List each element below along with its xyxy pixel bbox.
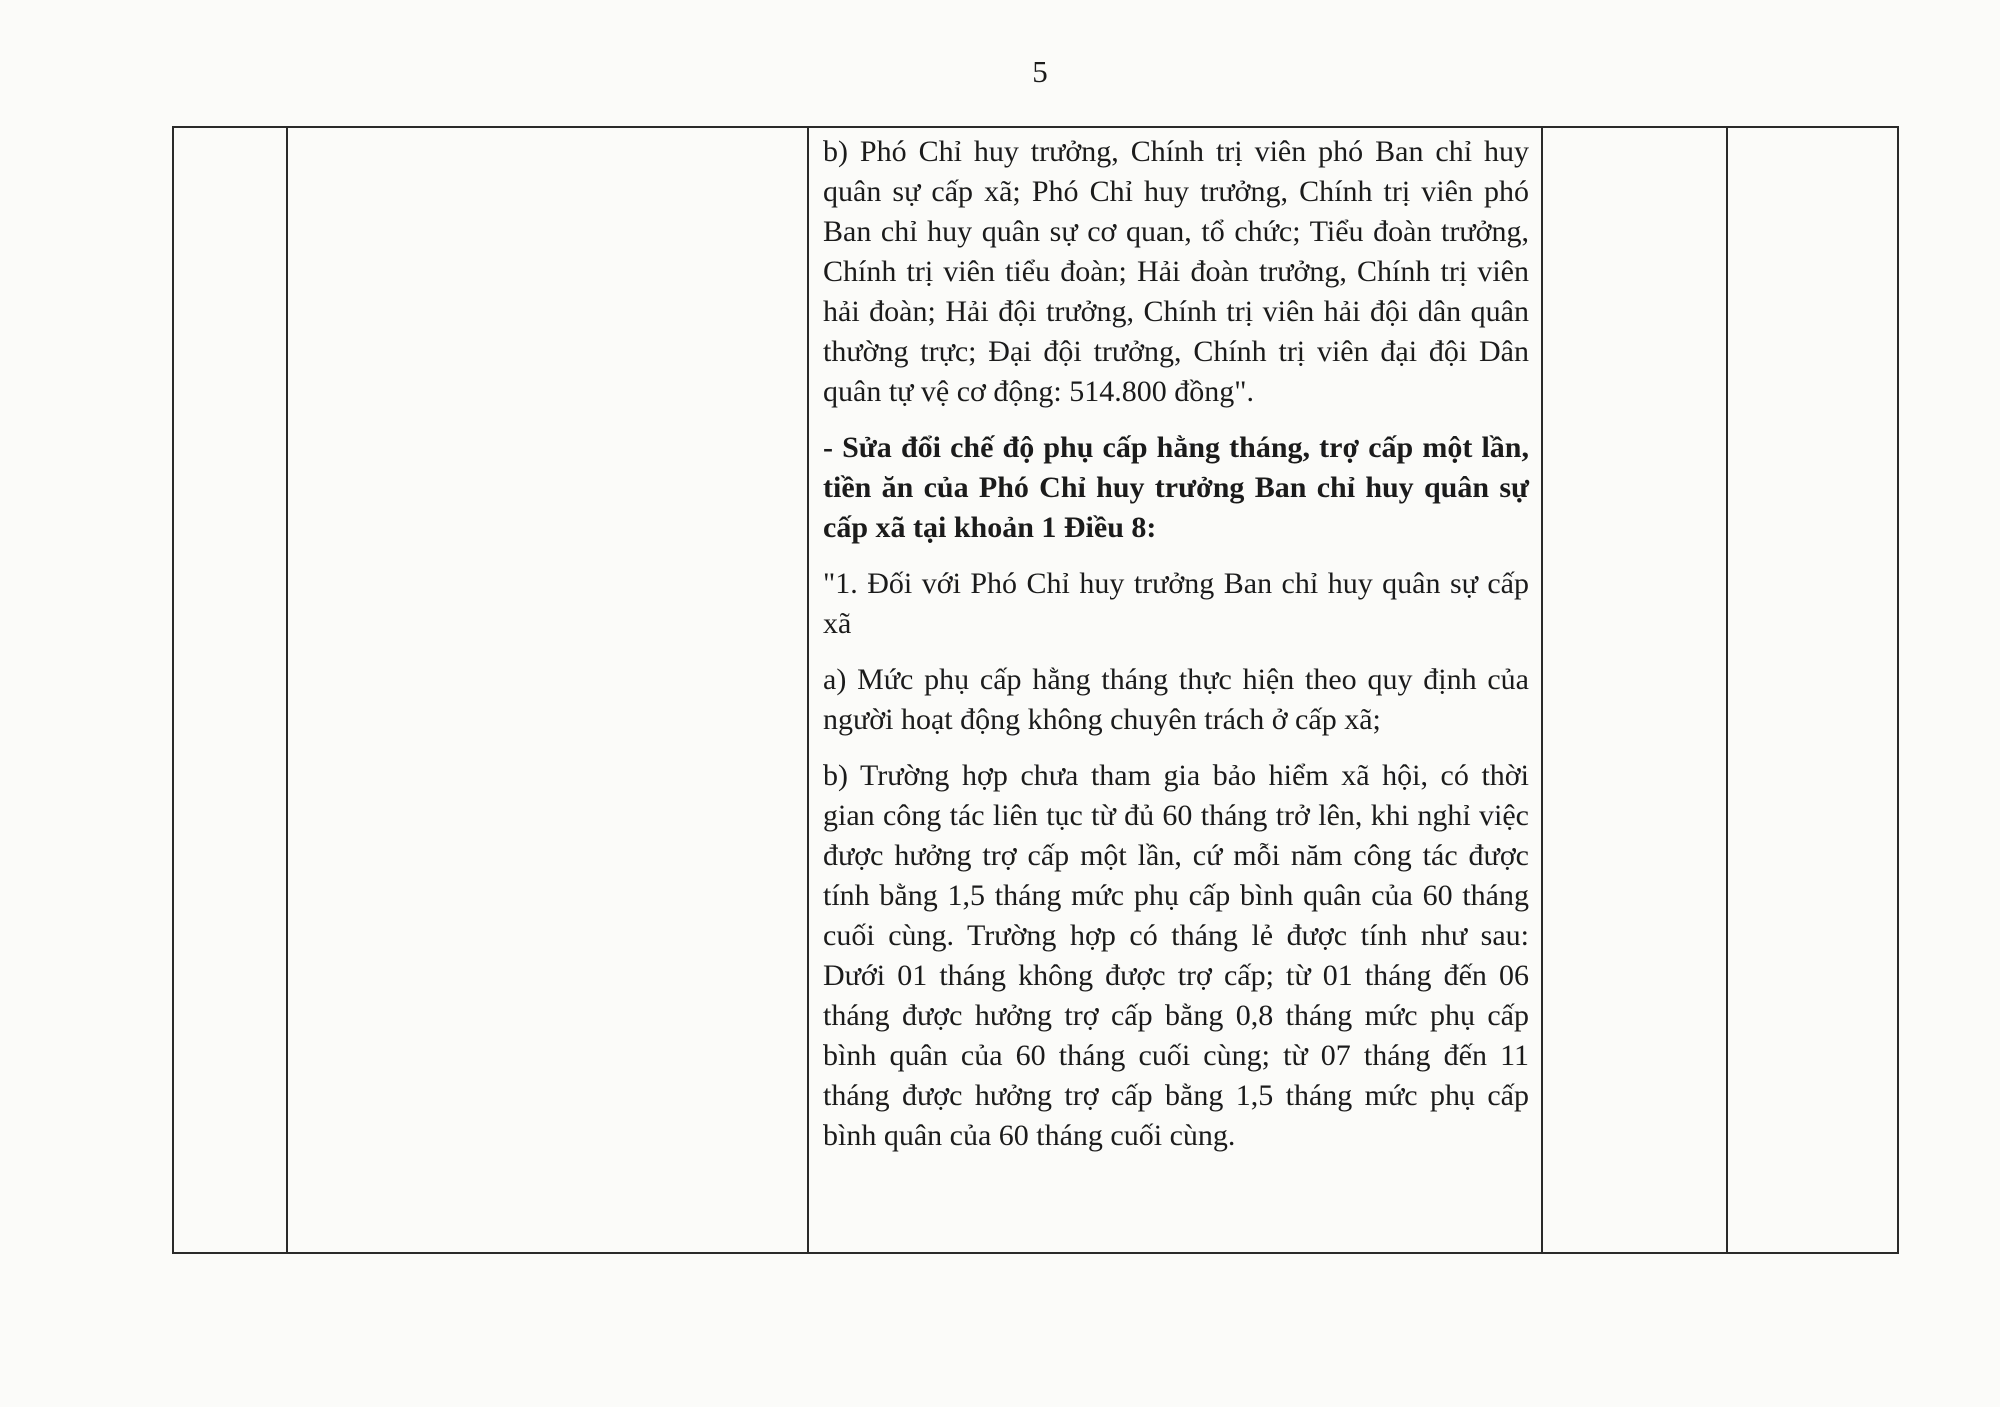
paragraph-point-b: b) Trường hợp chưa tham gia bảo hiểm xã hội, có thời gian công tác liên tục từ đủ 60 tháng trở lên, khi nghỉ việc được hưởng trợ cấp một lần, cứ mỗi năm công tác được tính bằng 1,5 tháng mức phụ cấp bình quân của 60 tháng cuối cùng. Trường hợp có tháng lẻ được tính như sau: Dưới 01 tháng không được trợ cấp; từ 01 tháng đến 06 tháng được hưởng trợ cấp bằng 0,8 tháng mức phụ cấp bình quân của 60 tháng cuối cùng; từ 07 tháng đến 11 tháng được hưởng trợ cấp bằng 1,5 tháng mức phụ cấp bình quân của 60 tháng cuối cùng.	[823, 759, 1529, 1152]
table-cell-content	[808, 127, 1542, 1253]
page-number: 5	[1032, 54, 1048, 89]
paragraph-clause-1: "1. Đối với Phó Chỉ huy trưởng Ban chỉ huy quân sự cấp xã	[823, 567, 1529, 640]
paragraph-point-a: a) Mức phụ cấp hằng tháng thực hiện theo quy định của người hoạt động không chuyên trách ở cấp xã;	[823, 663, 1529, 736]
table-cell-col-2	[287, 127, 808, 1253]
amendment-table	[172, 126, 1899, 1254]
paragraph-amendment-heading: - Sửa đổi chế độ phụ cấp hằng tháng, trợ cấp một lần, tiền ăn của Phó Chỉ huy trưởng Ban chỉ huy quân sự cấp xã tại khoản 1 Điều 8:	[823, 431, 1529, 544]
table-cell-col-1	[173, 127, 287, 1253]
content-text-block	[809, 128, 1541, 1156]
table-cell-col-5	[1727, 127, 1898, 1253]
table-row	[173, 127, 1898, 1253]
paragraph-deputy-commanders-allowance: b) Phó Chỉ huy trưởng, Chính trị viên phó Ban chỉ huy quân sự cấp xã; Phó Chỉ huy trưởng, Chính trị viên phó Ban chỉ huy quân sự cơ quan, tổ chức; Tiểu đoàn trưởng, Chính trị viên tiểu đoàn; Hải đoàn trưởng, Chính trị viên hải đoàn; Hải đội trưởng, Chính trị viên hải đội dân quân thường trực; Đại đội trưởng, Chính trị viên đại đội Dân quân tự vệ cơ động: 514.800 đồng".	[823, 135, 1529, 408]
table-cell-col-4	[1542, 127, 1727, 1253]
